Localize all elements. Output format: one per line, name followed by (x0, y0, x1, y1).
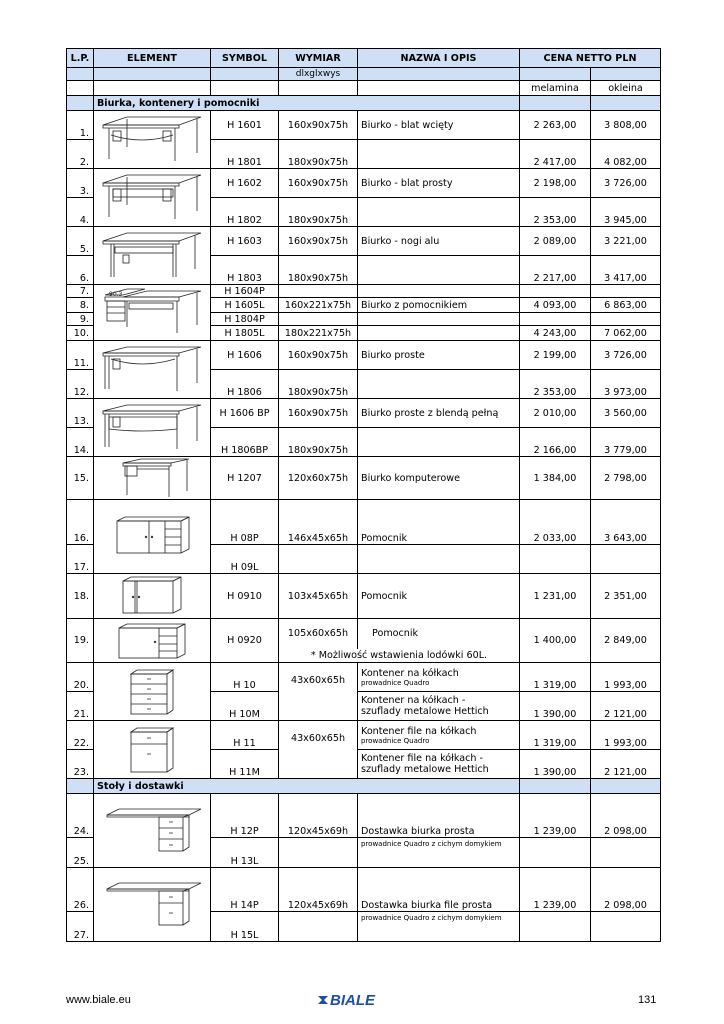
price-melamina: 1 239,00 (520, 794, 591, 838)
price-okleina: 3 643,00 (591, 500, 661, 545)
price-melamina: 4 243,00 (520, 326, 591, 341)
symbol-cell: H 15L (211, 912, 279, 942)
description-cell: Dostawka biurka prosta (358, 794, 520, 838)
col-wymiar-subheader: dlxglxwys (279, 68, 358, 81)
description-cell: Biurko z pomocnikiem (358, 298, 520, 313)
dimension-cell: 180x90x75h (279, 370, 358, 399)
col-symbol-header: SYMBOL (211, 49, 279, 68)
dimension-cell: 180x90x75h (279, 140, 358, 169)
description-cell: Biurko komputerowe (358, 457, 520, 500)
description-cell: Biurko proste z blendą pełną (358, 399, 520, 428)
table-row (67, 619, 661, 649)
price-okleina: 3 221,00 (591, 227, 661, 256)
section-title: Stoły i dostawki (94, 779, 520, 794)
col-element-header: ELEMENT (94, 49, 211, 68)
symbol-cell: H 1804P (211, 313, 279, 326)
dimension-cell: 160x90x75h (279, 227, 358, 256)
price-okleina: 2 098,00 (591, 794, 661, 838)
dimension-cell: 43x60x65h (279, 663, 358, 721)
symbol-cell: H 1805L (211, 326, 279, 341)
col-okleina-header: okleina (591, 81, 661, 96)
row-number: 5. (67, 227, 94, 256)
price-melamina: 2 417,00 (520, 140, 591, 169)
table-row (67, 169, 661, 198)
row-number: 20. (67, 663, 94, 692)
dimension-cell: 120x60x75h (279, 457, 358, 500)
price-okleina: 1 993,00 (591, 663, 661, 692)
price-okleina: 1 993,00 (591, 721, 661, 750)
price-melamina: 2 263,00 (520, 111, 591, 140)
price-okleina: 7 062,00 (591, 326, 661, 341)
row-number: 15. (67, 457, 94, 500)
dimension-cell: 180x90x75h (279, 428, 358, 457)
symbol-cell: H 0920 (211, 619, 279, 663)
price-okleina: 2 351,00 (591, 574, 661, 619)
description-subline: prowadnice Quadro z cichym domykiem (358, 838, 520, 868)
price-okleina: 2 121,00 (591, 750, 661, 779)
symbol-cell: H 10 (211, 663, 279, 692)
description-line: Kontener file na kółkach - (361, 753, 484, 764)
row-number: 8. (67, 298, 94, 313)
symbol-cell: H 10M (211, 692, 279, 721)
price-melamina: 2 353,00 (520, 198, 591, 227)
helper-cabinet-drawing (94, 500, 211, 574)
symbol-cell: H 1601 (211, 111, 279, 140)
description-cell: Biurko proste (358, 341, 520, 370)
header-row (67, 49, 661, 68)
row-number: 11. (67, 341, 94, 370)
desk-simple-drawing (94, 341, 211, 399)
price-list (66, 48, 660, 942)
symbol-cell: H 1606 BP (211, 399, 279, 428)
section-row-stoly (67, 779, 661, 794)
symbol-cell: H 1602 (211, 169, 279, 198)
price-okleina: 3 973,00 (591, 370, 661, 399)
symbol-cell: H 1207 (211, 457, 279, 500)
row-number: 16. (67, 500, 94, 545)
dimension-cell: 146x45x65h (279, 500, 358, 545)
dimension-cell: 160x90x75h (279, 111, 358, 140)
dimension-cell: 180x221x75h (279, 326, 358, 341)
dimension-cell: 160x221x75h (279, 298, 358, 313)
dimension-cell: 120x45x69h (279, 794, 358, 838)
description-cell: Pomocnik (358, 500, 520, 545)
table-row (67, 794, 661, 838)
symbol-cell: H 08P (211, 500, 279, 545)
dimension-cell: 160x90x75h (279, 169, 358, 198)
desk-curved-drawing (94, 111, 211, 169)
price-okleina: 3 726,00 (591, 169, 661, 198)
symbol-cell: H 11 (211, 721, 279, 750)
dimension-cell: 43x60x65h (279, 721, 358, 779)
table-row (67, 399, 661, 428)
price-melamina: 2 217,00 (520, 256, 591, 285)
row-number: 26. (67, 868, 94, 912)
row-number: 21. (67, 692, 94, 721)
description-cell (358, 750, 520, 779)
container-drawers-drawing (94, 663, 211, 721)
biale-logo (316, 990, 406, 1014)
price-okleina: 2 121,00 (591, 692, 661, 721)
row-number: 4. (67, 198, 94, 227)
table-row (67, 500, 661, 545)
dimension-cell: 160x90x75h (279, 341, 358, 370)
helper-0920-drawing (94, 619, 211, 663)
dimension-cell: 105x60x65h (279, 619, 358, 649)
table-row (67, 721, 661, 750)
desk-alu-legs-drawing (94, 227, 211, 285)
price-melamina: 1 384,00 (520, 457, 591, 500)
description-cell (358, 721, 520, 750)
description-cell: Biurko - nogi alu (358, 227, 520, 256)
container-file-drawing (94, 721, 211, 779)
description-line: szuflady metalowe Hettich (361, 706, 489, 717)
price-okleina: 3 779,00 (591, 428, 661, 457)
symbol-cell: H 1806BP (211, 428, 279, 457)
col-melamina-header: melamina (520, 81, 591, 96)
section-title: Biurka, kontenery i pomocniki (94, 96, 520, 111)
price-okleina: 6 863,00 (591, 298, 661, 313)
price-melamina: 1 239,00 (520, 868, 591, 912)
desk-with-helper-drawing (94, 285, 211, 341)
price-okleina: 3 560,00 (591, 399, 661, 428)
row-number: 3. (67, 169, 94, 198)
price-melamina: 2 166,00 (520, 428, 591, 457)
row-number: 18. (67, 574, 94, 619)
row-number: 27. (67, 912, 94, 942)
price-okleina: 3 945,00 (591, 198, 661, 227)
desk-straight-drawing (94, 169, 211, 227)
col-cena-header: CENA NETTO PLN (520, 49, 661, 68)
extension-file-drawing (94, 868, 211, 942)
footer-website: www.biale.eu (66, 994, 131, 1006)
helper-0910-drawing (94, 574, 211, 619)
price-melamina: 2 089,00 (520, 227, 591, 256)
row-number: 25. (67, 838, 94, 868)
row-number: 19. (67, 619, 94, 663)
dimension-cell: 180x90x75h (279, 198, 358, 227)
table-row (67, 285, 661, 298)
price-okleina: 3 726,00 (591, 341, 661, 370)
col-nazwa-header: NAZWA I OPIS (358, 49, 520, 68)
computer-desk-drawing (94, 457, 211, 500)
row-number: 24. (67, 794, 94, 838)
dimension-cell: 120x45x69h (279, 868, 358, 912)
description-subline: prowadnice Quadro (361, 736, 430, 745)
description-line: Kontener na kółkach (361, 667, 459, 679)
symbol-cell: H 1604P (211, 285, 279, 298)
symbol-cell: H 1801 (211, 140, 279, 169)
price-melamina: 2 033,00 (520, 500, 591, 545)
row-number: 7. (67, 285, 94, 298)
row-number: 14. (67, 428, 94, 457)
symbol-cell: H 12P (211, 794, 279, 838)
row-number: 23. (67, 750, 94, 779)
price-table (66, 48, 661, 942)
row-number: 17. (67, 545, 94, 574)
symbol-cell: H 1603 (211, 227, 279, 256)
header-subrow-2 (67, 81, 661, 96)
price-melamina: 1 231,00 (520, 574, 591, 619)
dimension-cell: 103x45x65h (279, 574, 358, 619)
description-subline: prowadnice Quadro (361, 678, 430, 687)
row-number: 22. (67, 721, 94, 750)
row-number: 2. (67, 140, 94, 169)
extension-straight-drawing (94, 794, 211, 868)
description-cell: Pomocnik (358, 574, 520, 619)
price-melamina: 2 010,00 (520, 399, 591, 428)
table-row (67, 111, 661, 140)
table-row (67, 868, 661, 912)
desk-panel-drawing (94, 399, 211, 457)
description-line: Kontener na kółkach - (361, 695, 466, 706)
table-row (67, 341, 661, 370)
symbol-cell: H 1605L (211, 298, 279, 313)
logo-mark-icon (318, 996, 328, 1004)
row-number: 13. (67, 399, 94, 428)
col-wymiar-header: WYMIAR (279, 49, 358, 68)
symbol-cell: H 11M (211, 750, 279, 779)
dimension-cell: 180x90x75h (279, 256, 358, 285)
symbol-cell: H 1802 (211, 198, 279, 227)
price-melamina: 1 319,00 (520, 663, 591, 692)
price-okleina: 3 417,00 (591, 256, 661, 285)
page-number: 131 (638, 994, 657, 1006)
price-okleina: 2 849,00 (591, 619, 661, 663)
description-cell: Pomocnik (358, 619, 520, 649)
description-cell: Biurko - blat prosty (358, 169, 520, 198)
description-cell: Biurko - blat wcięty (358, 111, 520, 140)
col-lp-header: L.P. (67, 49, 94, 68)
symbol-cell: H 1606 (211, 341, 279, 370)
symbol-cell: H 1803 (211, 256, 279, 285)
table-row (67, 574, 661, 619)
price-melamina: 4 093,00 (520, 298, 591, 313)
description-subline: prowadnice Quadro z cichym domykiem (358, 912, 520, 942)
logo-text: BIALE (330, 992, 375, 1009)
description-cell: Dostawka biurka file prosta (358, 868, 520, 912)
price-okleina: 2 798,00 (591, 457, 661, 500)
row-number: 1. (67, 111, 94, 140)
row-number: 6. (67, 256, 94, 285)
symbol-cell: H 14P (211, 868, 279, 912)
section-row-biurka (67, 96, 661, 111)
row-number: 12. (67, 370, 94, 399)
price-okleina: 3 808,00 (591, 111, 661, 140)
description-line: szuflady metalowe Hettich (361, 764, 489, 775)
svg-text:90.3: 90.3 (109, 290, 123, 298)
price-melamina: 2 198,00 (520, 169, 591, 198)
dimension-cell: 160x90x75h (279, 399, 358, 428)
price-melamina: 1 390,00 (520, 692, 591, 721)
description-line: Kontener file na kółkach (361, 725, 477, 737)
row-number: 10. (67, 326, 94, 341)
price-melamina: 1 400,00 (520, 619, 591, 663)
table-row (67, 457, 661, 500)
price-melamina: 2 353,00 (520, 370, 591, 399)
price-melamina: 2 199,00 (520, 341, 591, 370)
description-cell (358, 663, 520, 692)
symbol-cell: H 13L (211, 838, 279, 868)
description-cell (358, 692, 520, 721)
price-okleina: 4 082,00 (591, 140, 661, 169)
price-okleina: 2 098,00 (591, 868, 661, 912)
symbol-cell: H 0910 (211, 574, 279, 619)
symbol-cell: H 09L (211, 545, 279, 574)
price-melamina: 1 390,00 (520, 750, 591, 779)
table-row (67, 663, 661, 692)
header-subrow-1 (67, 68, 661, 81)
price-melamina: 1 319,00 (520, 721, 591, 750)
table-row (67, 227, 661, 256)
row-number: 9. (67, 313, 94, 326)
symbol-cell: H 1806 (211, 370, 279, 399)
fridge-note: * Możliwość wstawienia lodówki 60L. (279, 649, 520, 663)
